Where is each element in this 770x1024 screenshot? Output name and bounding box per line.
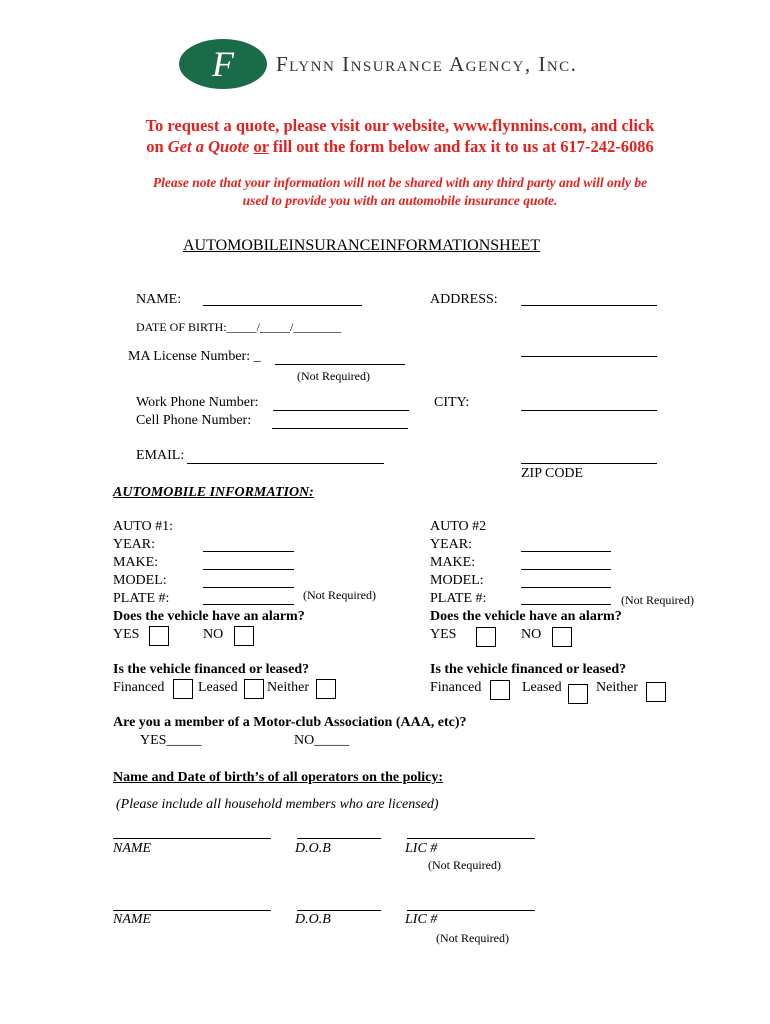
license-field[interactable] <box>275 364 405 365</box>
operator1-lic-label: LIC # <box>405 841 438 856</box>
auto1-plate-field[interactable] <box>203 604 294 605</box>
address-line-2-field[interactable] <box>521 356 657 357</box>
auto2-plate-label: PLATE #: <box>430 591 487 606</box>
auto1-leased-label: Leased <box>198 680 238 695</box>
auto1-alarm-question: Does the vehicle have an alarm? <box>113 609 305 624</box>
dob-label: DATE OF BIRTH:_____/_____/________ <box>136 320 342 334</box>
operator2-lic-note: (Not Required) <box>436 931 509 945</box>
auto2-title: AUTO #2 <box>430 519 487 534</box>
auto2-finance-question: Is the vehicle financed or leased? <box>430 662 627 677</box>
auto1-finance-question: Is the vehicle financed or leased? <box>113 662 310 677</box>
operator2-lic-field[interactable] <box>407 910 535 911</box>
license-not-required: (Not Required) <box>297 369 370 383</box>
operator2-dob-label: D.O.B <box>295 912 331 927</box>
auto2-neither-label: Neither <box>596 680 638 695</box>
operators-note: (Please include all household members who are licensed) <box>116 797 439 812</box>
company-logo <box>178 38 268 90</box>
auto2-model-field[interactable] <box>521 587 611 588</box>
motor-club-yes[interactable]: YES_____ <box>140 733 202 748</box>
auto2-alarm-yes-label: YES <box>430 627 457 642</box>
auto1-alarm-yes-checkbox[interactable] <box>149 626 169 646</box>
auto1-alarm-no-checkbox[interactable] <box>234 626 254 646</box>
auto2-leased-label: Leased <box>522 680 562 695</box>
auto1-year-field[interactable] <box>203 551 294 552</box>
auto-section-heading: AUTOMOBILE INFORMATION: <box>113 485 314 500</box>
cell-phone-field[interactable] <box>272 428 408 429</box>
zip-label: ZIP CODE <box>521 466 584 481</box>
company-name: Flynn Insurance Agency, Inc. <box>276 52 578 76</box>
operator1-dob-label: D.O.B <box>295 841 331 856</box>
license-label: MA License Number: _ <box>128 349 261 364</box>
auto1-financed-label: Financed <box>113 680 165 695</box>
auto1-financed-checkbox[interactable] <box>173 679 193 699</box>
auto1-plate-note: (Not Required) <box>303 588 376 602</box>
auto2-year-field[interactable] <box>521 551 611 552</box>
auto2-alarm-no-label: NO <box>521 627 542 642</box>
motor-club-question: Are you a member of a Motor-club Association (AAA, etc)? <box>113 715 467 730</box>
auto2-model-label: MODEL: <box>430 573 484 588</box>
logo-letter: F <box>212 44 234 84</box>
name-field[interactable] <box>203 305 362 306</box>
operator1-lic-field[interactable] <box>407 838 535 839</box>
auto1-alarm-no-label: NO <box>203 627 224 642</box>
email-field[interactable] <box>187 463 384 464</box>
auto1-neither-checkbox[interactable] <box>316 679 336 699</box>
city-field[interactable] <box>521 410 657 411</box>
auto1-neither-label: Neither <box>267 680 309 695</box>
auto2-financed-label: Financed <box>430 680 482 695</box>
auto2-plate-note: (Not Required) <box>621 593 694 607</box>
auto2-financed-checkbox[interactable] <box>490 680 510 700</box>
operator1-name-field[interactable] <box>113 838 271 839</box>
dob-field[interactable]: _____/_____/________ <box>226 320 342 334</box>
operators-heading: Name and Date of birth’s of all operators on the policy: <box>113 770 444 785</box>
auto1-model-field[interactable] <box>203 587 294 588</box>
auto2-year-label: YEAR: <box>430 537 472 552</box>
auto2-neither-checkbox[interactable] <box>646 682 666 702</box>
name-label: NAME: <box>136 292 182 307</box>
auto2-plate-field[interactable] <box>521 604 611 605</box>
auto1-make-label: MAKE: <box>113 555 159 570</box>
work-phone-field[interactable] <box>273 410 409 411</box>
cell-phone-label: Cell Phone Number: <box>136 413 252 428</box>
auto2-leased-checkbox[interactable] <box>568 684 588 704</box>
auto1-make-field[interactable] <box>203 569 294 570</box>
auto1-model-label: MODEL: <box>113 573 167 588</box>
operator1-dob-field[interactable] <box>297 838 381 839</box>
auto1-title: AUTO #1: <box>113 519 174 534</box>
operator2-name-label: NAME <box>113 912 152 927</box>
auto2-make-label: MAKE: <box>430 555 476 570</box>
operator2-lic-label: LIC # <box>405 912 438 927</box>
work-phone-label: Work Phone Number: <box>136 395 259 410</box>
intro-line-1: To request a quote, please visit our website, www.flynnins.com, and click <box>145 116 655 135</box>
auto2-alarm-question: Does the vehicle have an alarm? <box>430 609 622 624</box>
auto1-leased-checkbox[interactable] <box>244 679 264 699</box>
privacy-line-1: Please note that your information will not be shared with any third party and will only be <box>152 175 648 190</box>
auto2-alarm-yes-checkbox[interactable] <box>476 627 496 647</box>
privacy-line-2: used to provide you with an automobile insurance quote. <box>242 193 558 208</box>
zip-field[interactable] <box>521 463 657 464</box>
city-label: CITY: <box>434 395 470 410</box>
operator2-name-field[interactable] <box>113 910 271 911</box>
address-label: ADDRESS: <box>430 292 498 307</box>
address-field[interactable] <box>521 305 657 306</box>
auto2-alarm-no-checkbox[interactable] <box>552 627 572 647</box>
motor-club-no[interactable]: NO_____ <box>294 733 350 748</box>
auto2-make-field[interactable] <box>521 569 611 570</box>
email-label: EMAIL: <box>136 448 185 463</box>
operator1-lic-note: (Not Required) <box>428 858 501 872</box>
auto1-alarm-yes-label: YES <box>113 627 140 642</box>
operator1-name-label: NAME <box>113 841 152 856</box>
intro-line-2: on Get a Quote or fill out the form below and fax it to us at 617-242-6086 <box>146 137 654 156</box>
auto1-plate-label: PLATE #: <box>113 591 170 606</box>
get-a-quote-link[interactable]: Get a Quote <box>167 137 250 156</box>
auto1-year-label: YEAR: <box>113 537 155 552</box>
operator2-dob-field[interactable] <box>297 910 381 911</box>
form-title: AUTOMOBILEINSURANCEINFORMATIONSHEET <box>183 237 541 254</box>
